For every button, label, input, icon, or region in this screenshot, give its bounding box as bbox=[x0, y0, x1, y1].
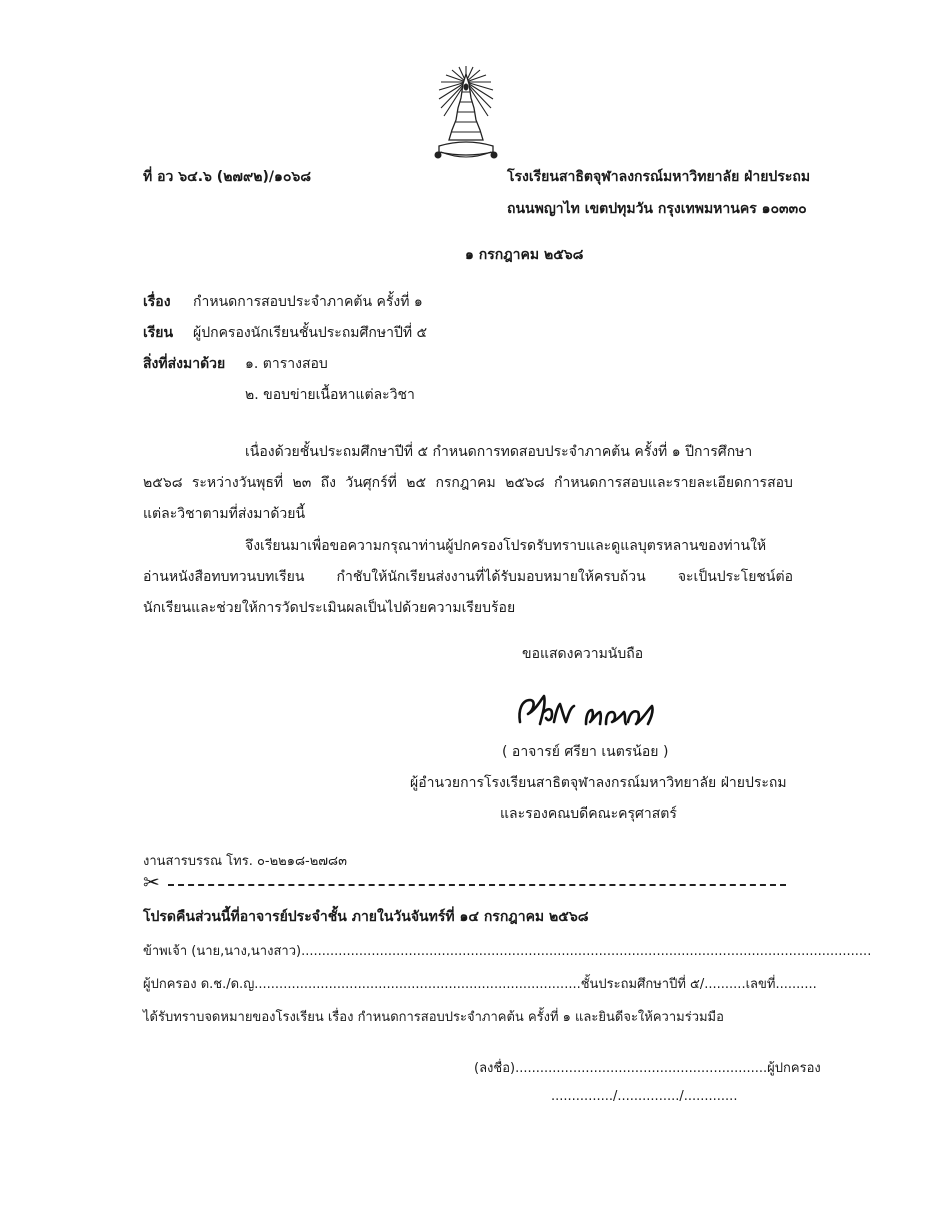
body-paragraph-2-line-2 bbox=[143, 566, 793, 588]
letter-date: ๑ กรกฎาคม ๒๕๖๘ bbox=[465, 247, 584, 263]
subject-text: กำหนดการสอบประจำภาคต้น ครั้งที่ ๑ bbox=[193, 294, 423, 310]
reply-line-student: ผู้ปกครอง ด.ช./ด.ญ...............................................................................ชั้นประถมศึกษาปีที่ ๕/..........เลขที่.......... bbox=[143, 977, 817, 992]
word: กรกฎาคม bbox=[435, 475, 496, 491]
word: กำชับให้นักเรียนส่งงานที่ได้รับมอบหมายให้ครบถ้วน bbox=[336, 569, 646, 585]
reference-number: ที่ อว ๖๔.๖ (๒๗๙๒)/๑๐๖๘ bbox=[143, 169, 312, 185]
school-crest-icon bbox=[433, 64, 499, 164]
handwritten-signature bbox=[514, 688, 664, 732]
body-paragraph-2-line-3: นักเรียนและช่วยให้การวัดประเมินผลเป็นไปด้วยความเรียบร้อย bbox=[143, 600, 516, 616]
enclosures-label: สิ่งที่ส่งมาด้วย bbox=[143, 356, 226, 372]
scissors-icon: ✂ bbox=[143, 870, 160, 894]
reply-sign-line: (ลงชื่อ).............................................................ผู้ปกครอง bbox=[474, 1061, 821, 1076]
contact-info: งานสารบรรณ โทร. ๐-๒๒๑๘-๒๗๘๓ bbox=[143, 854, 347, 869]
word: วันศุกร์ที่ bbox=[345, 475, 397, 491]
word: ๒๕ bbox=[406, 475, 427, 491]
subject-label: เรื่อง bbox=[143, 294, 171, 310]
word: กำหนดการสอบและรายละเอียดการสอบ bbox=[554, 475, 793, 491]
closing: ขอแสดงความนับถือ bbox=[522, 646, 644, 662]
school-name: โรงเรียนสาธิตจุฬาลงกรณ์มหาวิทยาลัย ฝ่ายประถม bbox=[507, 169, 811, 185]
signer-name: ( อาจารย์ ศรียา เนตรน้อย ) bbox=[502, 744, 669, 760]
enclosure-item: ๑. ตารางสอบ bbox=[245, 356, 328, 372]
word: ถึง bbox=[320, 475, 336, 491]
reply-date-line: .............../.............../............. bbox=[551, 1089, 738, 1104]
word: จะเป็นประโยชน์ต่อ bbox=[677, 569, 793, 585]
word: ๒๕๖๘ bbox=[505, 475, 545, 491]
body-paragraph-1-line-1: เนื่องด้วยชั้นประถมศึกษาปีที่ ๕ กำหนดการทดสอบประจำภาคต้น ครั้งที่ ๑ ปีการศึกษา bbox=[245, 444, 753, 460]
reply-line-name: ข้าพเจ้า (นาย,นาง,นางสาว).......................................................................................................................................... bbox=[143, 944, 872, 959]
word: ๒๓ bbox=[292, 475, 312, 491]
signer-title-2: และรองคณบดีคณะครุศาสตร์ bbox=[500, 806, 677, 822]
reply-heading: โปรดคืนส่วนนี้ที่อาจารย์ประจำชั้น ภายในวันจันทร์ที่ ๑๔ กรกฎาคม ๒๕๖๘ bbox=[143, 909, 589, 925]
word: ๒๕๖๘ bbox=[143, 475, 183, 491]
word: ระหว่างวันพุธที่ bbox=[191, 475, 284, 491]
reply-line-acknowledge: ได้รับทราบจดหมายของโรงเรียน เรื่อง กำหนดการสอบประจำภาคต้น ครั้งที่ ๑ และยินดีจะให้ความร่วมมือ bbox=[143, 1010, 724, 1025]
to-text: ผู้ปกครองนักเรียนชั้นประถมศึกษาปีที่ ๕ bbox=[193, 325, 428, 341]
body-paragraph-1-line-3: แต่ละวิชาตามที่ส่งมาด้วยนี้ bbox=[143, 506, 306, 522]
cut-line bbox=[168, 884, 786, 886]
signer-title-1: ผู้อำนวยการโรงเรียนสาธิตจุฬาลงกรณ์มหาวิทยาลัย ฝ่ายประถม bbox=[410, 775, 787, 791]
word: อ่านหนังสือทบทวนบทเรียน bbox=[143, 569, 305, 585]
enclosure-item: ๒. ขอบข่ายเนื้อหาแต่ละวิชา bbox=[245, 387, 415, 403]
body-paragraph-1-line-2 bbox=[143, 472, 793, 494]
body-paragraph-2-line-1: จึงเรียนมาเพื่อขอความกรุณาท่านผู้ปกครองโปรดรับทราบและดูแลบุตรหลานของท่านให้ bbox=[245, 538, 767, 554]
school-address: ถนนพญาไท เขตปทุมวัน กรุงเทพมหานคร ๑๐๓๓๐ bbox=[507, 201, 807, 217]
to-label: เรียน bbox=[143, 325, 174, 341]
